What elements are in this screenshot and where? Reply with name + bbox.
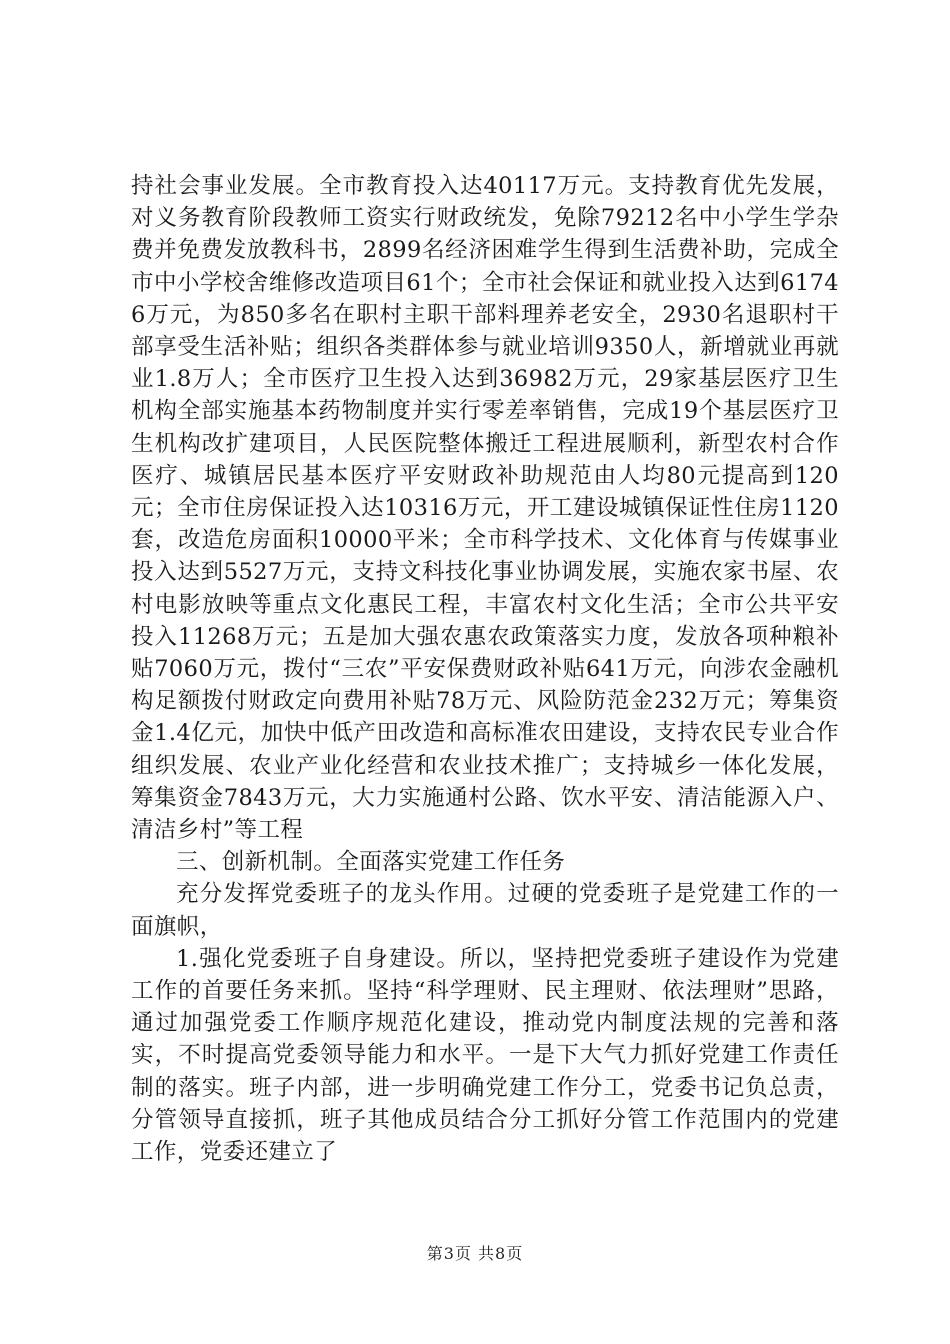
paragraph-party-committee-role: 充分发挥党委班子的龙头作用。过硬的党委班子是党建工作的一面旗帜， bbox=[131, 881, 839, 940]
section-heading-three: 三、创新机制。全面落实党建工作任务 bbox=[176, 849, 566, 876]
paragraph-strengthen-committee: 1.强化党委班子自身建设。所以，坚持把党委班子建设作为党建工作的首要任务来抓。坚持“科学理财、民主理财、依法理财”思路，通过加强党委工作顺序规范化建设，推动党内制度法规的完善和落实，不时提高党委领导能力和水平。一是下大气力抓好党建工作责任制的落实。班子内部，进一步明确党建工作分工，党委书记负总责，分管领导直接抓，班子其他成员结合分工抓好分管工作范围内的党建工作，党委还建立了 bbox=[131, 945, 839, 1166]
paragraph-social-undertakings: 持社会事业发展。全市教育投入达40117万元。支持教育优先发展，对义务教育阶段教师工资实行财政统发，免除79212名中小学生学杂费并免费发放教科书，2899名经济困难学生得到生活费补助，完成全市中小学校舍维修改造项目61个；全市社会保证和就业投入达到61746万元，为850多名在职村主职干部料理养老安全，2930名退职村干部享受生活补贴；组织各类群体参与就业培训9350人，新增就业再就业1.8万人；全市医疗卫生投入达到36982万元，29家基层医疗卫生机构全部实施基本药物制度并实行零差率销售，完成19个基层医疗卫生机构改扩建项目，人民医院整体搬迁工程进展顺利，新型农村合作医疗、城镇居民基本医疗平安财政补助规范由人均80元提高到120元；全市住房保证投入达10316万元，开工建设城镇保证性住房1120套，改造危房面积10000平米；全市科学技术、文化体育与传媒事业投入达到5527万元，支持文科技化事业协调发展，实施农家书屋、农村电影放映等重点文化惠民工程，丰富农村文化生活；全市公共平安投入11268万元；五是加大强农惠农政策落实力度，发放各项种粮补贴7060万元，拨付“三农”平安保费财政补贴641万元，向涉农金融机构足额拨付财政定向费用补贴78万元、风险防范金232万元；筹集资金1.4亿元，加快中低产田改造和高标准农田建设，支持农民专业合作组织发展、农业产业化经营和农业技术推广；支持城乡一体化发展，筹集资金7843万元，大力实施通村公路、饮水平安、清洁能源入户、清洁乡村”等工程 bbox=[131, 173, 839, 844]
page-footer: 第3页 共8页 bbox=[426, 1244, 524, 1263]
document-body bbox=[131, 170, 839, 1168]
